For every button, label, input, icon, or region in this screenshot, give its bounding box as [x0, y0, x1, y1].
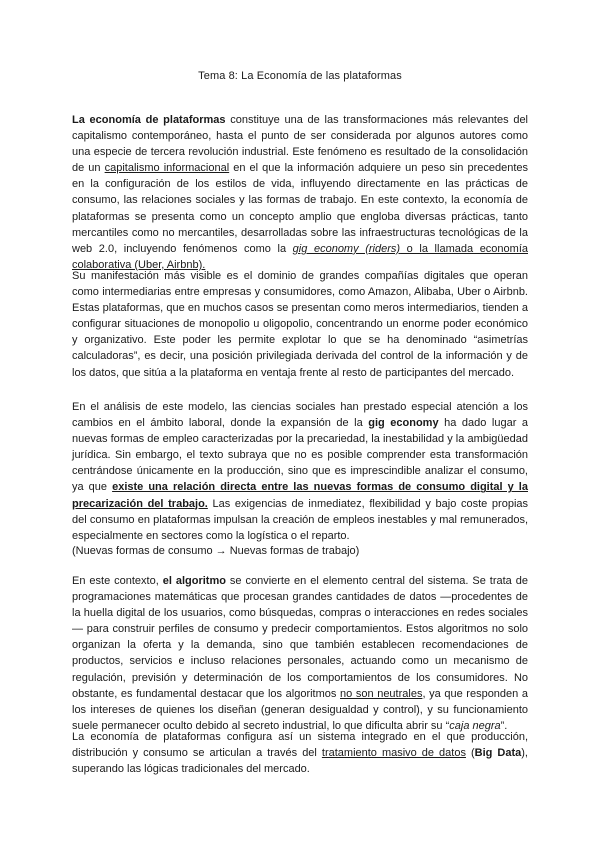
paragraph-6: La economía de plataformas configura así un sistema integrado en el que producción, distribución y consumo se articulan a través del tratamiento masivo de datos (Big Data), superando las lógicas tradicionales del mercado. — [72, 731, 528, 776]
underlined-term: o la llamada economía colaborativa (Uber, Airbnb). — [72, 242, 528, 271]
bold-term: el algoritmo — [162, 575, 226, 587]
paragraph-5: En este contexto, el algoritmo se convierte en el elemento central del sistema. Se trata de programaciones matemáticas que procesan grandes cantidades de datos —procedentes de la huella digital de los usuarios, como búsquedas, compras o interacciones en redes sociales— para construir perfiles de consumo y predecir comportamientos. Estos algoritmos no solo organizan la oferta y la demanda, sino que también establecen recomendaciones de productos, servicios e incluso relaciones personales, actuando como un mecanismo de regulación, previsión y determinación de los comportamientos de los consumidores. No obstante, es fundamental destacar que los algoritmos no son neutrales, ya que responden a los intereses de quienes los diseñan (generan desigualdad y control), y su funcionamiento suele permanecer oculto debido al secreto industrial, lo que dificulta abrir su “caja negra”. — [72, 575, 529, 732]
underlined-term: no son neutrales — [340, 687, 423, 700]
paragraph-2: Su manifestación más visible es el dominio de grandes compañías digitales que operan como intermediarias entre empresas y consumidores, como Amazon, Alibaba, Uber o Airbnb. Estas plataformas, que en muchos casos se presentan como meros intermediarios, tienden a configurar situaciones de monopolio u oligopolio, concentrando un enorme poder económico y organizativo. Este poder les permite explotar lo que se ha denominado “asimetrías calculadoras”, es decir, una posición privilegiada derivada del control de la información y de los datos, que sitúa a la plataforma en ventaja frente al resto de participantes del mercado. — [72, 270, 528, 379]
underlined-italic-term: gig economy (riders) — [292, 242, 401, 255]
bold-term: Big Data — [474, 747, 522, 760]
underlined-term: tratamiento masivo de datos — [321, 747, 466, 760]
bold-underlined-statement: existe una relación directa entre las nuevas formas de consumo digital y la precarización del trabajo. — [72, 481, 528, 510]
bold-term: La economía de plataformas — [72, 114, 226, 126]
document-title: Tema 8: La Economía de las plataformas — [198, 70, 402, 82]
paragraph-3: En el análisis de este modelo, las ciencias sociales han prestado especial atención a los cambios en el ámbito laboral, donde la expansión de la gig economy ha dado lugar a nuevas formas de empleo caracterizadas por la precariedad, la inestabilidad y la ambigüedad jurídica. Sin embargo, el texto subraya que no es posible comprender esta transformación centrándose únicamente en la producción, sino que es imprescindible analizar el consumo, ya que existe una relación directa entre las nuevas formas de consumo digital y la precarización del trabajo. Las exigencias de inmediatez, flexibilidad y bajo coste propias del consumo en plataformas impulsan la creación de empleos inestables y mal remunerados, especialmente en sectores como la logística o el reparto. — [72, 401, 529, 542]
paragraph-4: (Nuevas formas de consumo → Nuevas formas de trabajo) — [72, 545, 360, 557]
italic-term: caja negra — [449, 719, 501, 732]
underlined-term: capitalismo informacional — [104, 162, 230, 175]
bold-term: gig economy — [368, 417, 439, 430]
paragraph-1: La economía de plataformas constituye una de las transformaciones más relevantes del capitalismo contemporáneo, hasta el punto de ser considerada por algunos autores como una especie de tercera revolución industrial. Este fenómeno es resultado de la consolidación de un capitalismo informacional en el que la información adquiere un peso sin precedentes en la configuración de los estilos de vida, influyendo directamente en las prácticas de consumo, las relaciones sociales y las formas de trabajo. En este contexto, la economía de plataformas se presenta como un concepto amplio que engloba diversas prácticas, tanto mercantiles como no mercantiles, desarrolladas sobre las infraestructuras tecnológicas de la web 2.0, incluyendo fenómenos como la gig economy (riders) o la llamada economía colaborativa (Uber, Airbnb). — [72, 114, 528, 271]
